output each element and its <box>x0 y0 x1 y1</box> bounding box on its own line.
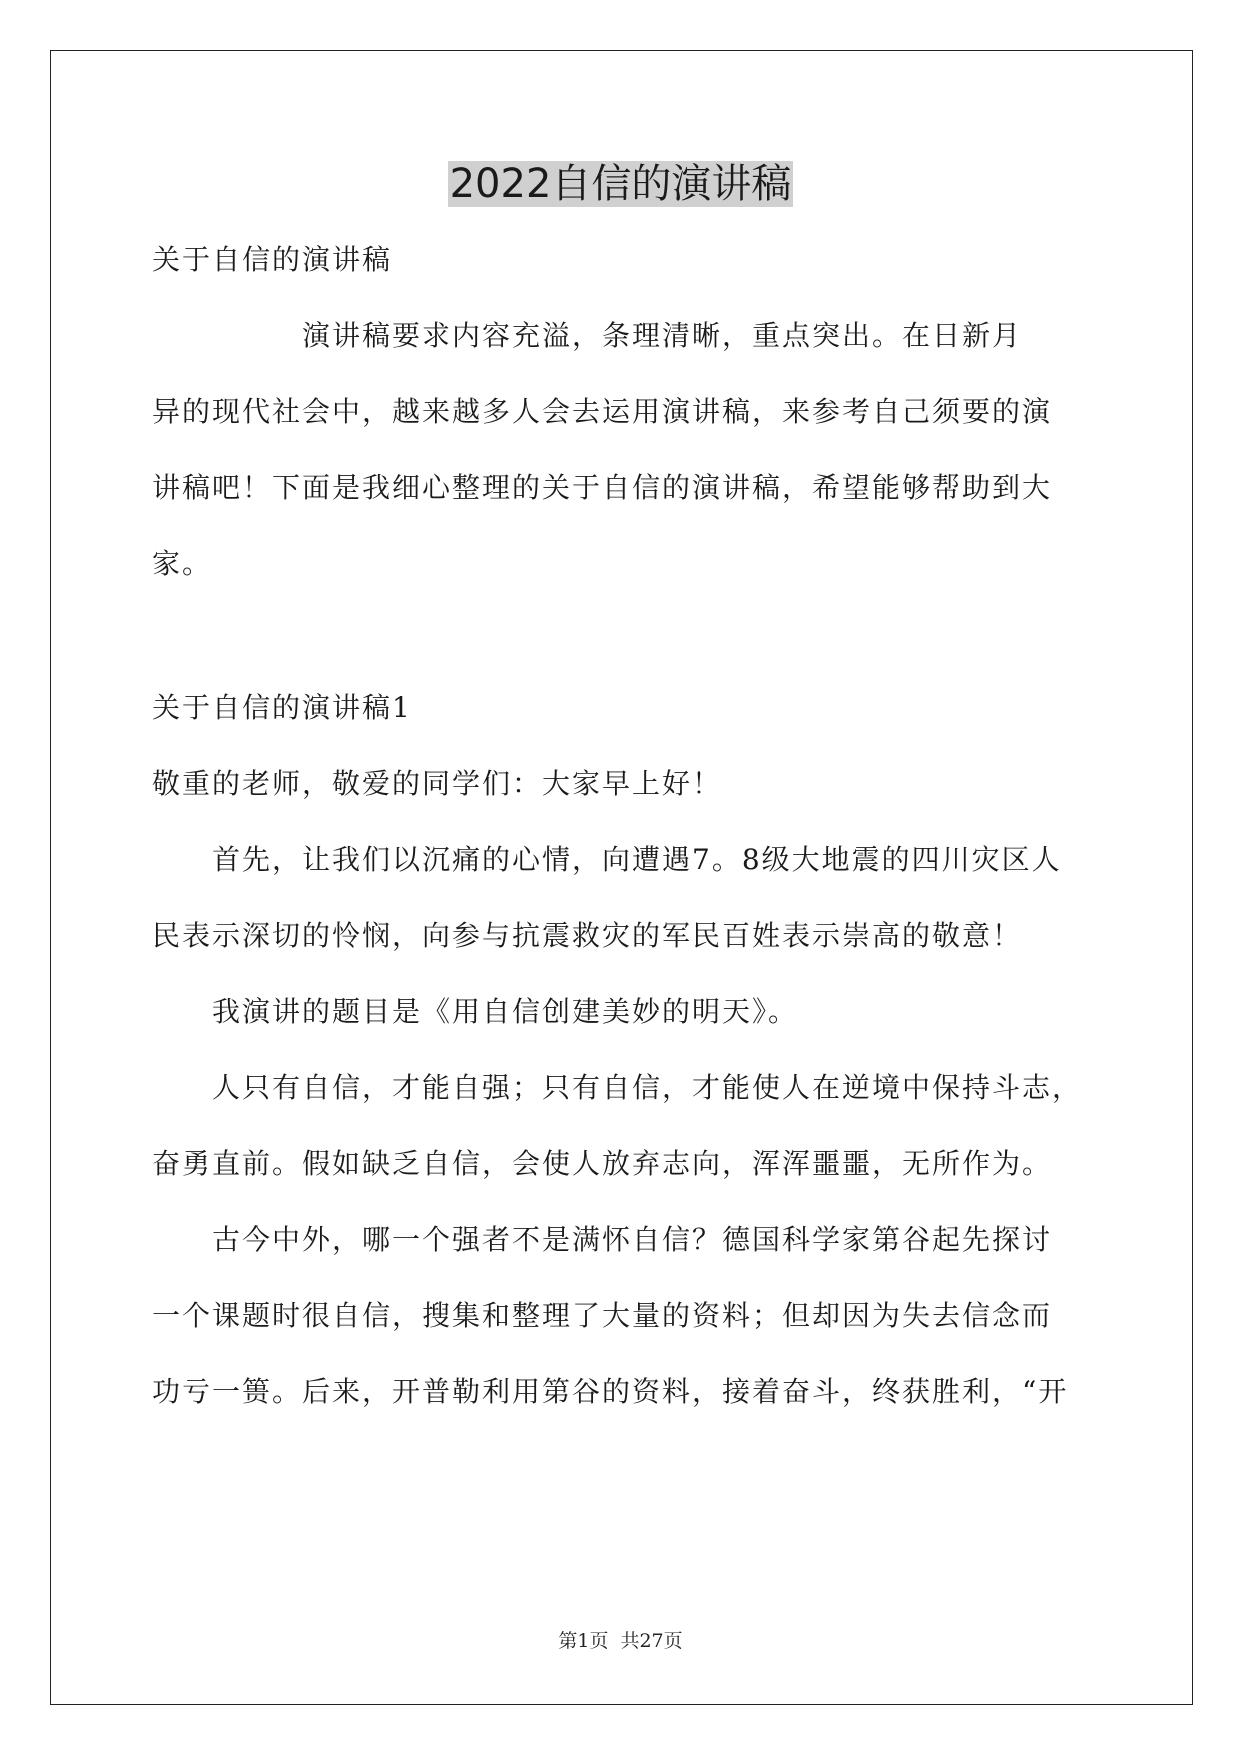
section-heading: 关于自信的演讲稿1 <box>152 691 412 724</box>
page-footer <box>0 1628 1241 1654</box>
document-title-text: 2022自信的演讲稿 <box>449 161 792 207</box>
body-line: 民表示深切的怜悯，向参与抗震救灾的军民百姓表示崇高的敬意！ <box>152 919 1023 952</box>
document-title <box>0 156 1241 212</box>
body-line: 古今中外，哪一个强者不是满怀自信？德国科学家第谷起先探讨 <box>152 1223 1053 1256</box>
body-line: 人只有自信，才能自强；只有自信，才能使人在逆境中保持斗志， <box>152 1071 1083 1104</box>
body-line: 我演讲的题目是《用自信创建美妙的明天》。 <box>152 995 799 1028</box>
body-line: 首先，让我们以沉痛的心情，向遭遇7。8级大地震的四川灾区人 <box>152 843 1062 876</box>
body-line: 敬重的老师，敬爱的同学们：大家早上好！ <box>152 767 723 800</box>
body-line: 奋勇直前。假如缺乏自信，会使人放弃志向，浑浑噩噩，无所作为。 <box>152 1147 1053 1180</box>
body-line: 功亏一篑。后来，开普勒利用第谷的资料，接着奋斗，终获胜利，“开 <box>152 1375 1069 1408</box>
body-line: 异的现代社会中，越来越多人会去运用演讲稿，来参考自己须要的演 <box>152 395 1053 428</box>
body-line: 演讲稿要求内容充溢，条理清晰，重点突出。在日新月 <box>152 319 1023 352</box>
body-line: 一个课题时很自信，搜集和整理了大量的资料；但却因为失去信念而 <box>152 1299 1053 1332</box>
body-line: 家。 <box>152 547 213 580</box>
subtitle-line: 关于自信的演讲稿 <box>152 243 393 276</box>
page-total: 共27页 <box>620 1630 683 1652</box>
body-line: 讲稿吧！下面是我细心整理的关于自信的演讲稿，希望能够帮助到大 <box>152 471 1053 504</box>
page-number: 第1页 <box>558 1630 609 1652</box>
